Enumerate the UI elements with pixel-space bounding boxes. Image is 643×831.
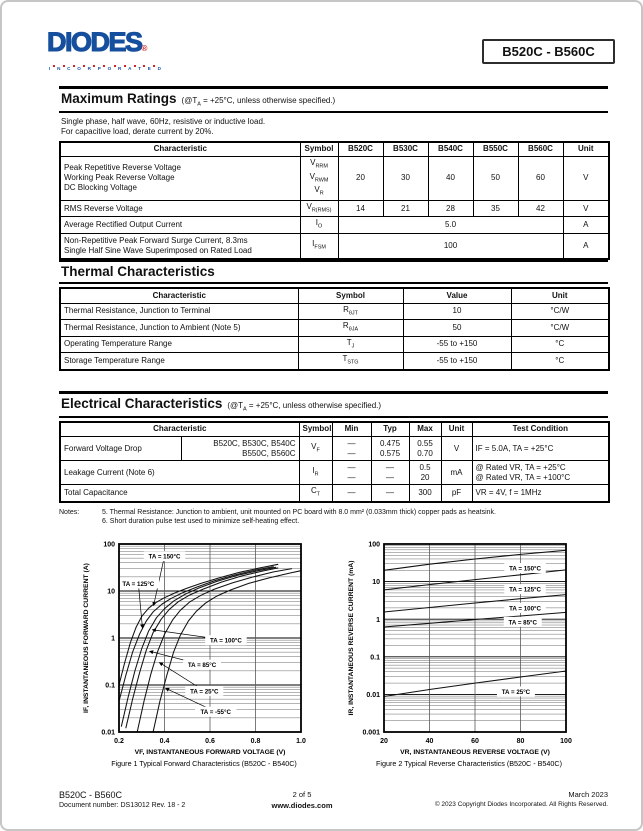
logo-incorporated-letter: R — [117, 66, 122, 71]
curve-label: TA = 25°C — [190, 688, 219, 696]
value-cell: 30 — [383, 157, 428, 201]
note-6: 6. Short duration pulse test used to minimize self-heating effect. — [102, 517, 300, 525]
symbol-cell: $I_R$ — [299, 461, 332, 485]
footer-page-number: 2 of 5 — [292, 790, 312, 799]
value-cell: 40 — [428, 157, 473, 201]
section-title: Thermal Characteristics — [61, 264, 215, 279]
characteristic-cell: Operating Temperature Range — [60, 336, 298, 353]
characteristic-cell: Total Capacitance — [60, 485, 299, 502]
col-value: Value — [403, 288, 511, 303]
col-b540c: B540C — [428, 142, 473, 157]
col-test-condition: Test Condition — [472, 422, 609, 437]
red-square-separator-icon — [114, 65, 116, 67]
max-cell: 0.5 20 — [409, 461, 441, 485]
red-square-separator-icon — [53, 65, 55, 67]
footer-center — [202, 790, 402, 810]
unit-cell: pF — [441, 485, 472, 502]
part-number-text: B520C - B560C — [502, 44, 595, 59]
page-footer — [2, 790, 643, 824]
col-symbol: Symbol — [298, 288, 403, 303]
value-cell: 100 — [338, 234, 563, 259]
x-axis-title: VF, INSTANTANEOUS FORWARD VOLTAGE (V) — [134, 749, 286, 756]
col-symbol: Symbol — [300, 142, 338, 157]
electrical-heading — [59, 391, 608, 418]
table-row — [60, 157, 609, 201]
figure-1-forward-characteristics — [77, 538, 331, 778]
col-unit: Unit — [511, 288, 609, 303]
chart-svg — [342, 538, 596, 778]
value-cell: 42 — [518, 200, 563, 217]
x-axis-tick-label: 40 — [425, 738, 434, 745]
logo-brand-text: DIODES — [47, 27, 142, 57]
y-axis-title: IF, INSTANTANEOUS FORWARD CURRENT (A) — [83, 563, 90, 713]
value-cell: -55 to +150 — [403, 353, 511, 370]
x-axis-tick-label: 60 — [471, 738, 479, 745]
table-header-row — [60, 288, 609, 303]
footer-website-link[interactable]: www.diodes.com — [271, 801, 333, 810]
unit-cell: V — [563, 157, 609, 201]
logo-incorporated-letter: E — [147, 66, 151, 71]
curve-label: TA = 85°C — [508, 619, 537, 627]
curve-label: TA = 100°C — [209, 637, 242, 645]
notes-items — [102, 508, 496, 526]
y-axis-tick-label: 100 — [368, 541, 380, 549]
red-square-separator-icon — [153, 65, 155, 67]
col-characteristic: Characteristic — [60, 142, 300, 157]
col-b560c: B560C — [518, 142, 563, 157]
value-cell: -55 to +150 — [403, 336, 511, 353]
col-min: Min — [332, 422, 371, 437]
symbol-cell: $R_{\theta JA}$ — [298, 320, 403, 337]
curve-label: TA = -55°C — [200, 709, 231, 717]
unit-cell: °C — [511, 336, 609, 353]
unit-cell: A — [563, 234, 609, 259]
registered-trademark-icon: ® — [141, 44, 148, 53]
curve-label: TA = 150°C — [148, 553, 181, 561]
y-axis-tick-label: 0.01 — [366, 692, 380, 699]
table-row — [60, 336, 609, 353]
section-title: Maximum Ratings — [61, 91, 177, 106]
diodes-logo — [47, 27, 197, 71]
characteristic-cell: Average Rectified Output Current — [60, 217, 300, 234]
footer-copyright: © 2023 Copyright Diodes Incorporated. All Rights Reserved. — [434, 801, 608, 808]
section-thermal-characteristics — [59, 259, 608, 371]
section-electrical-characteristics — [59, 391, 608, 526]
x-axis-tick-label: 20 — [380, 738, 388, 745]
footer-part-number: B520C - B560C — [59, 790, 123, 800]
electrical-characteristics-table — [59, 421, 610, 503]
value-cell: 35 — [473, 200, 518, 217]
y-axis-tick-label: 0.1 — [105, 682, 115, 690]
figure-caption: Figure 1 Typical Forward Characteristics (B520C - B540C) — [111, 759, 297, 768]
y-axis-title: IR, INSTANTANEOUS REVERSE CURRENT (mA) — [348, 560, 355, 716]
value-cell: 60 — [518, 157, 563, 201]
test-condition-cell: IF = 5.0A, TA = +25°C — [472, 437, 609, 461]
characteristic-cell: RMS Reverse Voltage — [60, 200, 300, 217]
symbol-cell: $I_O$ — [300, 217, 338, 234]
unit-cell: °C/W — [511, 320, 609, 337]
y-axis-tick-label: 10 — [372, 579, 380, 587]
logo-wordmark — [47, 28, 197, 56]
curve-label: TA = 150°C — [509, 565, 541, 573]
col-typ: Typ — [371, 422, 409, 437]
x-axis-tick-label: 0.2 — [114, 738, 124, 745]
section-maximum-ratings — [59, 86, 608, 260]
logo-incorporated-letter: R — [87, 66, 91, 71]
typ-cell: 0.475 0.575 — [371, 437, 409, 461]
symbol-cell: $T_J$ — [298, 336, 403, 353]
y-axis-tick-label: 0.001 — [362, 729, 380, 737]
characteristic-cell: Thermal Resistance, Junction to Ambient (Note 5) — [60, 320, 298, 337]
table-row — [60, 200, 609, 217]
logo-incorporated-letter: T — [138, 66, 141, 71]
x-axis-tick-label: 0.8 — [250, 738, 261, 745]
characteristic-cell: Forward Voltage Drop — [60, 437, 181, 461]
footer-right — [435, 790, 608, 808]
y-axis-tick-label: 1 — [376, 616, 380, 624]
symbol-cell: $V_F$ — [299, 437, 332, 461]
maximum-ratings-heading — [59, 86, 608, 113]
x-axis-tick-label: 0.4 — [159, 738, 170, 745]
red-square-separator-icon — [103, 65, 105, 67]
red-square-separator-icon — [93, 65, 95, 67]
symbol-cell: $T_{STG}$ — [298, 353, 403, 370]
desc-line-2: For capacitive load, derate current by 20%. — [61, 126, 214, 136]
logo-incorporated-text — [49, 57, 197, 71]
test-condition-cell: @ Rated VR, TA = +25°C @ Rated VR, TA = +100°C — [472, 461, 609, 485]
red-square-separator-icon — [83, 65, 85, 67]
logo-incorporated-letter: P — [97, 66, 101, 71]
characteristic-cell: Peak Repetitive Reverse Voltage Working Peak Reverse Voltage DC Blocking Voltage — [60, 157, 300, 201]
col-characteristic: Characteristic — [60, 422, 299, 437]
y-axis-tick-label: 0.1 — [370, 654, 380, 662]
characteristic-cell: Thermal Resistance, Junction to Terminal — [60, 303, 298, 320]
symbol-cell: $V_{R(RMS)}$ — [300, 200, 338, 217]
col-b550c: B550C — [473, 142, 518, 157]
y-axis-tick-label: 1 — [111, 635, 115, 643]
test-condition-cell: VR = 4V, f = 1MHz — [472, 485, 609, 502]
value-cell: 14 — [338, 200, 383, 217]
col-unit: Unit — [563, 142, 609, 157]
table-row — [60, 485, 609, 502]
unit-cell: mA — [441, 461, 472, 485]
y-axis-tick-label: 100 — [103, 541, 115, 549]
maximum-ratings-table — [59, 141, 610, 260]
unit-cell: A — [563, 217, 609, 234]
value-cell: 10 — [403, 303, 511, 320]
table-header-row — [60, 422, 609, 437]
table-row — [60, 353, 609, 370]
max-cell: 300 — [409, 485, 441, 502]
curve-label: TA = 125°C — [509, 586, 541, 594]
logo-incorporated-letter: N — [57, 66, 61, 71]
section-condition-note: ($@T_A = +25^\circ C$, unless otherwise specified.) — [227, 401, 382, 413]
symbol-cell: $V_{RRM}$ $V_{RWM}$ $V_R$ — [300, 157, 338, 201]
red-square-separator-icon — [134, 65, 136, 67]
characteristic-cell: Non-Repetitive Peak Forward Surge Current, 8.3ms Single Half Sine Wave Superimposed on Rated Load — [60, 234, 300, 259]
x-axis-tick-label: 1.0 — [296, 738, 306, 745]
curve-label: TA = 125°C — [122, 580, 155, 588]
chart-svg — [77, 538, 331, 778]
logo-incorporated-letter: C — [67, 66, 71, 71]
min-cell: — — — [332, 437, 371, 461]
table-header-row — [60, 142, 609, 157]
symbol-cell: $I_{FSM}$ — [300, 234, 338, 259]
unit-cell: °C/W — [511, 303, 609, 320]
logo-incorporated-letter: O — [77, 66, 81, 71]
value-cell: 20 — [338, 157, 383, 201]
max-cell: 0.55 0.70 — [409, 437, 441, 461]
value-cell: 50 — [473, 157, 518, 201]
y-axis-tick-label: 10 — [107, 588, 115, 596]
table-row — [60, 320, 609, 337]
col-b520c: B520C — [338, 142, 383, 157]
red-square-separator-icon — [63, 65, 65, 67]
logo-incorporated-letter: D — [157, 66, 161, 71]
value-cell: 5.0 — [338, 217, 563, 234]
col-symbol: Symbol — [299, 422, 332, 437]
notes-label: Notes: — [59, 508, 80, 516]
footer-left — [59, 790, 185, 809]
col-unit: Unit — [441, 422, 472, 437]
part-number-box — [482, 39, 615, 64]
section-title: Electrical Characteristics — [61, 396, 223, 411]
x-axis-title: VR, INSTANTANEOUS REVERSE VOLTAGE (V) — [400, 749, 550, 756]
value-cell: 28 — [428, 200, 473, 217]
red-square-separator-icon — [124, 65, 126, 67]
figures-row — [59, 538, 608, 783]
min-cell: — — [332, 485, 371, 502]
section-condition-note: ($@T_A = +25^\circ C$, unless otherwise specified.) — [181, 96, 336, 108]
thermal-characteristics-table — [59, 287, 610, 371]
unit-cell: °C — [511, 353, 609, 370]
x-axis-tick-label: 0.6 — [205, 738, 215, 745]
curve-label: TA = 25°C — [501, 688, 531, 696]
typ-cell: — — — [371, 461, 409, 485]
thermal-heading — [59, 259, 608, 284]
value-cell: 21 — [383, 200, 428, 217]
curve-label: TA = 85°C — [187, 662, 217, 670]
symbol-cell: $C_T$ — [299, 485, 332, 502]
figure-2-reverse-characteristics — [342, 538, 596, 778]
red-square-separator-icon — [73, 65, 75, 67]
logo-incorporated-letter: I — [49, 66, 51, 71]
table-row — [60, 303, 609, 320]
note-5: 5. Thermal Resistance: Junction to ambient, unit mounted on PC board with 8.0 mm² (0.033mm thick) copper pads as heatsink. — [102, 508, 497, 516]
notes-block — [59, 508, 608, 526]
value-cell: 50 — [403, 320, 511, 337]
red-square-separator-icon — [143, 65, 145, 67]
typ-cell: — — [371, 485, 409, 502]
curve-label: TA = 100°C — [509, 605, 541, 613]
unit-cell: V — [563, 200, 609, 217]
figure-caption: Figure 2 Typical Reverse Characteristics (B520C - B540C) — [375, 759, 563, 768]
table-row — [60, 437, 609, 461]
table-row — [60, 234, 609, 259]
logo-incorporated-letter: A — [128, 66, 132, 71]
col-b530c: B530C — [383, 142, 428, 157]
min-cell: — — — [332, 461, 371, 485]
characteristic-cell: Storage Temperature Range — [60, 353, 298, 370]
col-max: Max — [409, 422, 441, 437]
desc-line-1: Single phase, half wave, 60Hz, resistive or inductive load. — [61, 116, 266, 126]
col-characteristic: Characteristic — [60, 288, 298, 303]
unit-cell: V — [441, 437, 472, 461]
load-description — [61, 117, 608, 137]
symbol-cell: $R_{\theta JT}$ — [298, 303, 403, 320]
x-axis-tick-label: 100 — [560, 738, 572, 745]
footer-document-number: Document number: DS13012 Rev. 18 - 2 — [59, 802, 186, 809]
table-row — [60, 217, 609, 234]
part-group-cell: B520C, B530C, B540C B550C, B560C — [181, 437, 299, 461]
table-row — [60, 461, 609, 485]
footer-date: March 2023 — [568, 790, 608, 799]
y-axis-tick-label: 0.01 — [101, 729, 115, 737]
characteristic-cell: Leakage Current (Note 6) — [60, 461, 299, 485]
logo-incorporated-letter: O — [107, 66, 112, 71]
x-axis-tick-label: 80 — [516, 738, 525, 745]
